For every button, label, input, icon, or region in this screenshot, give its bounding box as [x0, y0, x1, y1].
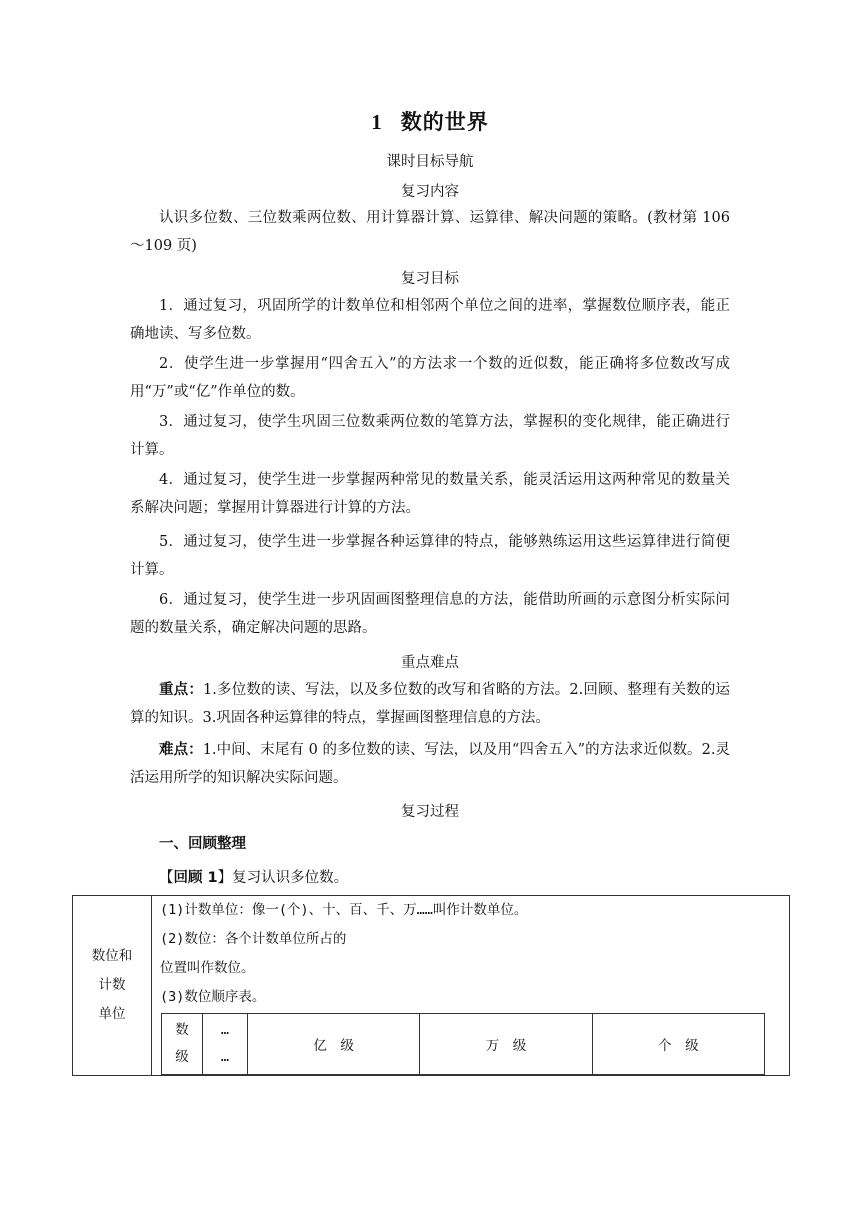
- difficult-text: 1.中间、末尾有 0 的多位数的读、写法，以及用“四舍五入”的方法求近似数。2.灵活运用所学的知识解决实际问题。: [130, 742, 731, 786]
- content-heading: 复习内容: [401, 184, 459, 200]
- page-title: [0, 106, 860, 136]
- difficult-label: 难点：: [159, 742, 203, 758]
- place-value-table: [72, 895, 790, 1076]
- review-bracket-close: 】: [217, 870, 233, 886]
- key-label: 重点：: [159, 682, 204, 698]
- content-line-4: (3)数位顺序表。: [160, 989, 266, 1005]
- inner-label-top: 数: [175, 1022, 189, 1038]
- content-line-2: (2)数位：各个计数单位所占的: [160, 931, 347, 947]
- table-side-label: [73, 896, 152, 1076]
- goal-item-6: 6．通过复习，使学生进一步巩固画图整理信息的方法，能借助所画的示意图分析实际问题的数量关系，确定解决问题的思路。: [130, 592, 730, 636]
- key-heading: 重点难点: [401, 655, 459, 671]
- review-bracket-open: 【: [159, 870, 174, 886]
- inner-cell-yi-level: 亿 级: [248, 1014, 420, 1075]
- inner-ellipsis-bottom: …: [220, 1049, 230, 1065]
- key-points-paragraph: [130, 676, 730, 732]
- difficult-points-paragraph: [130, 736, 730, 792]
- goal-item-4: 4．通过复习，使学生进一步掌握两种常见的数量关系，能灵活运用这两种常见的数量关系解决问题；掌握用计算器进行计算的方法。: [130, 472, 730, 516]
- title-text: 数的世界: [400, 110, 489, 134]
- goal-item-2: 2．使学生进一步掌握用“四舍五入”的方法求一个数的近似数，能正确将多位数改写成用“万”或“亿”作单位的数。: [130, 356, 730, 400]
- review-label: 回顾 1: [173, 870, 218, 886]
- side-line-3: 单位: [98, 1006, 126, 1022]
- side-line-2: 计数: [98, 977, 126, 993]
- place-value-order-table: [161, 1013, 765, 1075]
- goals-heading: 复习目标: [401, 271, 459, 287]
- side-line-1: 数位和: [91, 948, 133, 964]
- inner-ellipsis-top: …: [220, 1022, 230, 1038]
- content-line-3: 位置叫作数位。: [160, 960, 255, 976]
- goal-item-1: 1．通过复习，巩固所学的计数单位和相邻两个单位之间的进率，掌握数位顺序表，能正确地读、写多位数。: [130, 298, 730, 342]
- inner-cell-level-label: [162, 1014, 203, 1075]
- inner-cell-ge-level: 个 级: [592, 1014, 764, 1075]
- nav-heading: 课时目标导航: [386, 154, 474, 170]
- goal-item-3: 3．通过复习，使学生巩固三位数乘两位数的笔算方法，掌握积的变化规律，能正确进行计算。: [130, 414, 730, 458]
- table-content-cell: [152, 896, 790, 1076]
- inner-label-bottom: 级: [175, 1049, 189, 1065]
- goal-item-5: 5．通过复习，使学生进一步掌握各种运算律的特点，能够熟练运用这些运算律进行简便计算。: [130, 534, 730, 578]
- process-heading: 复习过程: [401, 804, 459, 820]
- inner-cell-ellipsis: [203, 1014, 248, 1075]
- title-number: 1: [371, 110, 383, 134]
- inner-cell-wan-level: 万 级: [420, 1014, 592, 1075]
- review-1-line: [159, 866, 348, 887]
- key-text: 1.多位数的读、写法，以及多位数的改写和省略的方法。2.回顾、整理有关数的运算的知识。3.巩固各种运算律的特点，掌握画图整理信息的方法。: [130, 682, 731, 726]
- content-paragraph: 认识多位数、三位数乘两位数、用计算器计算、运算律、解决问题的策略。(教材第 106～109 页): [130, 210, 730, 254]
- section-one-heading: 一、回顾整理: [159, 836, 246, 852]
- review-text: 复习认识多位数。: [232, 870, 349, 886]
- content-line-1: (1)计数单位：像一(个)、十、百、千、万……叫作计数单位。: [160, 902, 528, 918]
